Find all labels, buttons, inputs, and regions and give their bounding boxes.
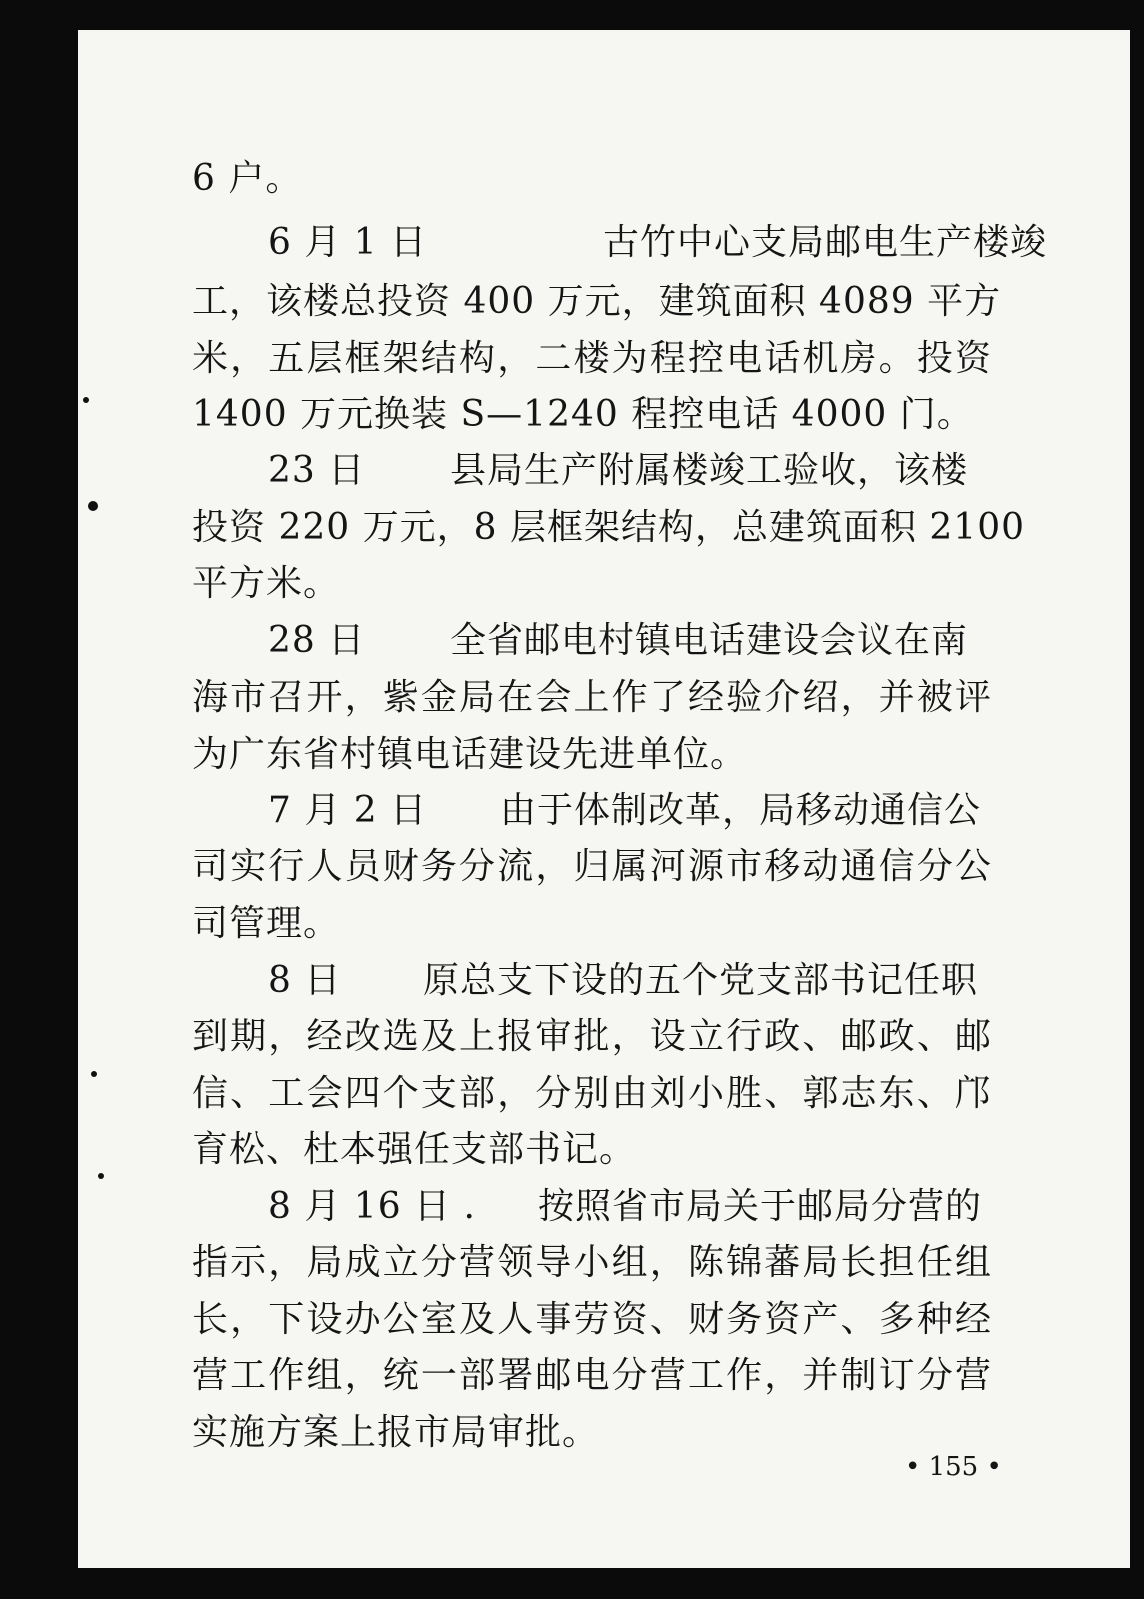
text-line: 实施方案上报市局审批。 [192,1412,600,1453]
scan-speck [98,1173,104,1179]
text-line: 司管理。 [192,903,341,944]
entry-text: 由于体制改革，局移动通信公 [500,790,982,831]
entry-text: 原总支下设的五个党支部书记任职 [423,960,979,1001]
entry-date: 23 日 [268,450,366,491]
text-line: 6 户。 [192,158,303,199]
entry-date: 8 月 16 日 . [268,1186,476,1227]
text-line: 育松、杜本强任支部书记。 [192,1129,637,1170]
entry-date: 28 日 [268,620,366,661]
entry-text: 县局生产附属楼竣工验收，该楼 [450,450,969,491]
scan-bottom-edge [0,1568,1144,1599]
entry-line [268,1178,992,1236]
text-line: 工，该楼总投资 400 万元，建筑面积 4089 平方 [192,281,1002,322]
text-line: 司实行人员财务分流，归属河源市移动通信分公 [192,846,992,887]
text-line: 投资 220 万元，8 层框架结构，总建筑面积 2100 [192,507,1026,548]
entry-text: 古竹中心支局邮电生产楼竣 [603,222,1048,263]
scan-top-edge [0,0,1144,30]
entry-line [268,612,992,670]
entry-line [268,442,992,500]
scan-speck [88,501,98,511]
text-line: 指示，局成立分营领导小组，陈锦蕃局长担任组 [192,1242,992,1283]
entry-date: 6 月 1 日 [268,222,428,263]
text-line: 1400 万元换装 S—1240 程控电话 4000 门。 [192,394,974,435]
entry-line [268,782,992,840]
entry-date: 8 日 [268,960,342,1001]
scan-speck [83,397,89,403]
text-line: 海市召开，紫金局在会上作了经验介绍，并被评 [192,677,992,718]
text-line: 米，五层框架结构，二楼为程控电话机房。投资 [192,338,992,379]
entry-line [268,214,1048,272]
text-line: 为广东省村镇电话建设先进单位。 [192,734,748,775]
page-number: • 155 • [905,1452,1002,1482]
scan-speck [91,1071,97,1077]
entry-line [268,952,992,1010]
text-line: 营工作组，统一部署邮电分营工作，并制订分营 [192,1355,992,1396]
text-line: 到期，经改选及上报审批，设立行政、邮政、邮 [192,1016,992,1057]
entry-text: 全省邮电村镇电话建设会议在南 [450,620,969,661]
text-line: 信、工会四个支部，分别由刘小胜、郭志东、邝 [192,1073,992,1114]
entry-text: 按照省市局关于邮局分营的 [538,1186,983,1227]
scan-left-edge [0,0,82,1599]
text-line: 平方米。 [192,563,341,604]
entry-date: 7 月 2 日 [268,790,428,831]
text-line: 长，下设办公室及人事劳资、财务资产、多种经 [192,1299,992,1340]
